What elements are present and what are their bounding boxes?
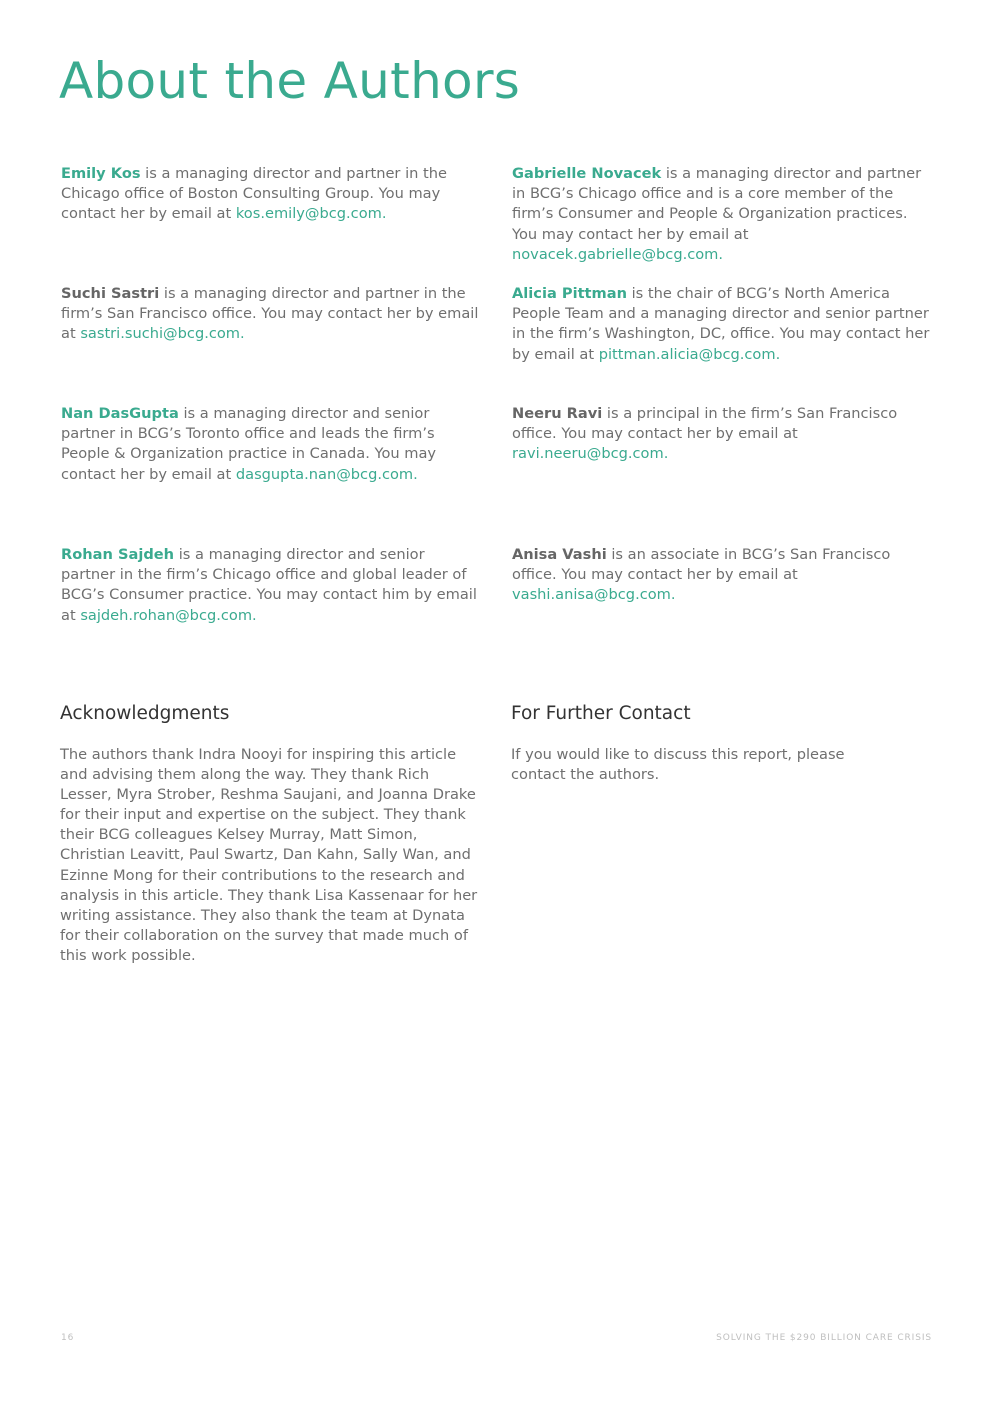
author-bio-text: is a managing director and partner in the Chicago office of Boston Consulting Group. You may contact her by email at [61,165,447,223]
author-email-link[interactable]: sajdeh.rohan@bcg.com [80,606,253,624]
author-bio-text: is a managing director and senior partner in BCG’s Toronto office and leads the firm’s People & Organization practice in Canada. You may contact her by email at [61,405,437,483]
author-email-link[interactable]: vashi.anisa@bcg.com [512,586,671,604]
author-email-link[interactable]: kos.emily@bcg.com [235,205,382,223]
author-name: Alicia Pittman [512,285,627,302]
author-bio-text: is a managing director and partner in BCG’s Chicago office and is a core member of the firm’s Consumer and People & Organization practices. You may contact her by email at [512,165,922,243]
acknowledgments-body: The authors thank Indra Nooyi for inspiring this article and advising them along the way. They thank Rich Lesser, Myra Strober, Reshma Saujani, and Joanna Drake for their input and expertise on the subject. They thank their BCG colleagues Kelsey Murray, Matt Simon, Christian Leavitt, Paul Swartz, Dan Kahn, Sally Wan, and Ezinne Mong for their contributions to the research and analysis in this article. They thank Lisa Kassenaar for her writing assistance. They also thank the team at Dynata for their collaboration on the survey that made much of this work possible. [60,746,478,964]
author-name: Rohan Sajdeh [61,546,175,563]
author-bio-neeru-ravi: Neeru Ravi is a principal in the firm’s San Francisco office. You may contact her by email at ravi.neeru@bcg.com. [512,405,898,463]
author-email-link[interactable]: novacek.gabrielle@bcg.com [512,245,719,263]
author-bio-text: is an associate in BCG’s San Francisco office. You may contact her by email at [512,546,891,584]
author-bio-suchi-sastri: Suchi Sastri is a managing director and partner in the firm’s San Francisco office. You may contact her by email at sastri.suchi@bcg.com. [61,285,479,343]
further-contact-heading: For Further Contact [511,703,691,724]
author-bio-text: is a managing director and senior partner in the firm’s Chicago office and global leader of BCG’s Consumer practice. You may contact him by email at [61,546,477,624]
running-title: SOLVING THE $290 BILLION CARE CRISIS [716,1333,932,1343]
author-name: Anisa Vashi [512,546,607,563]
author-bio-text: is the chair of BCG’s North America People Team and a managing director and senior partner in the firm’s Washington, DC, office. You may contact her by email at [512,285,930,363]
author-name: Emily Kos [61,165,141,182]
author-name: Neeru Ravi [512,405,603,422]
further-contact-body: If you would like to discuss this report, please contact the authors. [511,746,845,784]
author-name: Nan DasGupta [61,405,179,422]
page-number: 16 [61,1333,75,1343]
author-bio-alicia-pittman: Alicia Pittman is the chair of BCG’s North America People Team and a managing director and senior partner in the firm’s Washington, DC, office. You may contact her by email at pittman.alicia@bcg.com. [512,285,930,363]
author-bio-nan-dasgupta: Nan DasGupta is a managing director and senior partner in BCG’s Toronto office and leads the firm’s People & Organization practice in Canada. You may contact her by email at dasgupta.nan@bcg.com. [61,405,437,483]
author-bio-rohan-sajdeh: Rohan Sajdeh is a managing director and senior partner in the firm’s Chicago office and global leader of BCG’s Consumer practice. You may contact him by email at sajdeh.rohan@bcg.com. [61,546,477,624]
author-name: Gabrielle Novacek [512,165,662,182]
author-bio-anisa-vashi: Anisa Vashi is an associate in BCG’s San Francisco office. You may contact her by email at vashi.anisa@bcg.com. [512,546,891,604]
page-title: About the Authors [59,52,521,110]
author-email-link[interactable]: ravi.neeru@bcg.com [512,445,664,463]
author-bio-emily-kos: Emily Kos is a managing director and partner in the Chicago office of Boston Consulting Group. You may contact her by email at kos.emily@bcg.com. [61,165,447,223]
author-email-link[interactable]: pittman.alicia@bcg.com [598,345,776,363]
author-bio-text: is a principal in the firm’s San Francisco office. You may contact her by email at [512,405,898,443]
author-bio-gabrielle-novacek: Gabrielle Novacek is a managing director and partner in BCG’s Chicago office and is a core member of the firm’s Consumer and People & Organization practices. You may contact her by email at novacek.gabrielle@bcg.com. [512,165,922,263]
author-email-link[interactable]: dasgupta.nan@bcg.com [235,465,414,483]
author-name: Suchi Sastri [61,285,160,302]
acknowledgments-heading: Acknowledgments [60,703,230,724]
author-bio-text: is a managing director and partner in the firm’s San Francisco office. You may contact her by email at [61,285,479,343]
author-email-link[interactable]: sastri.suchi@bcg.com [80,325,241,343]
